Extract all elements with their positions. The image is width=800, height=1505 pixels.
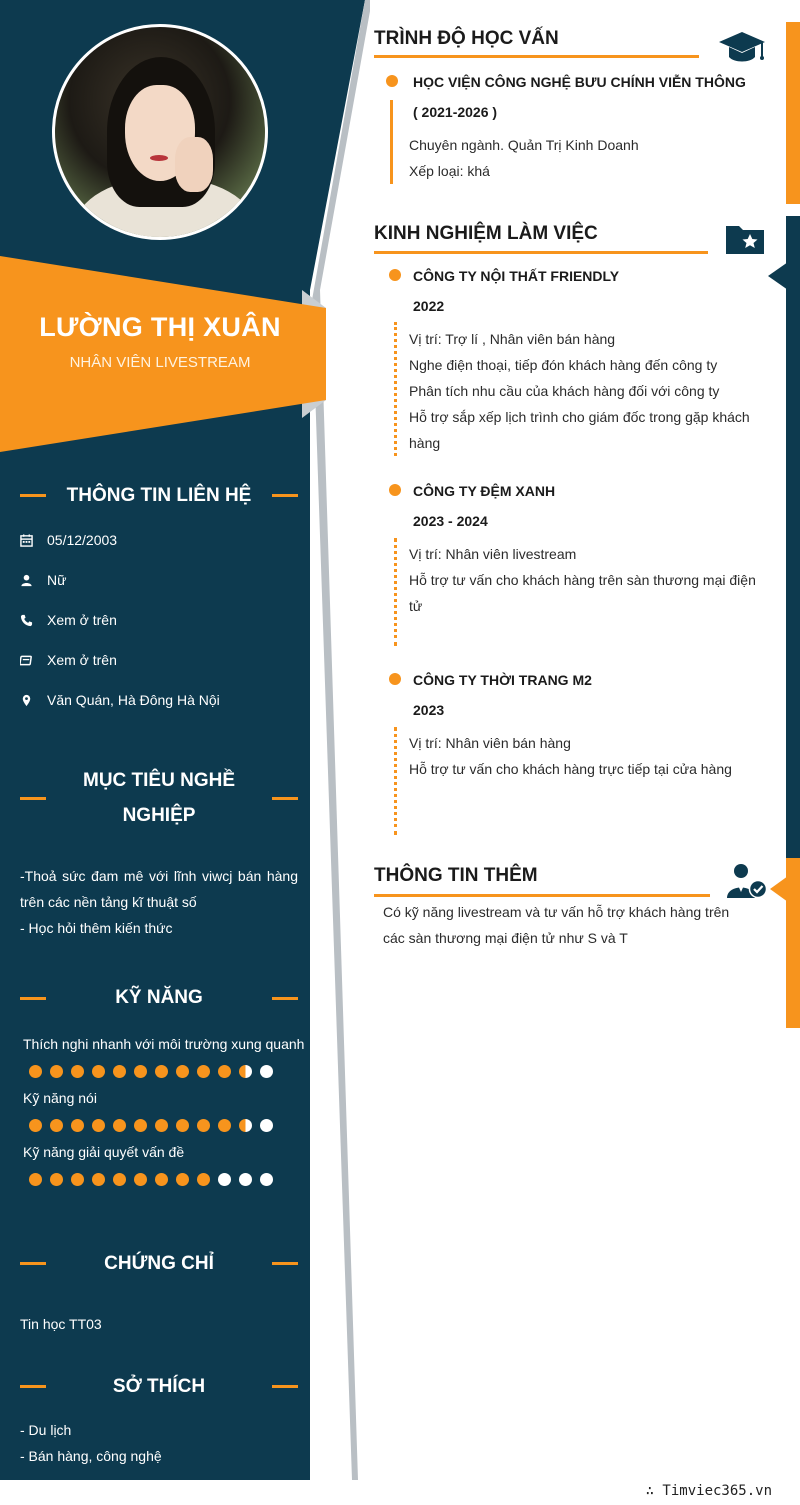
rating-dot	[71, 1173, 84, 1186]
rating-dot	[260, 1065, 273, 1078]
user-check-icon	[724, 862, 768, 900]
job-detail: Hỗ trợ sắp xếp lịch trình cho giám đốc trong gặp khách hàng	[409, 409, 750, 451]
job-detail: Nghe điện thoại, tiếp đón khách hàng đến công ty	[409, 357, 718, 373]
contact-value: Nữ	[47, 572, 67, 588]
contact-value: 05/12/2003	[47, 532, 118, 548]
rating-dot	[239, 1173, 252, 1186]
edge-bar	[786, 858, 800, 1028]
rating-dot	[29, 1173, 42, 1186]
skill-label: Kỹ năng nói	[23, 1090, 97, 1106]
user-icon	[20, 574, 47, 587]
rating-dot	[239, 1065, 252, 1078]
rating-dot	[113, 1119, 126, 1132]
education-years: ( 2021-2026 )	[413, 104, 498, 120]
bullet-dot	[386, 75, 398, 87]
timeline-dots	[394, 538, 397, 646]
objective-title-line2: NGHIỆP	[122, 805, 196, 826]
rating-dot	[218, 1065, 231, 1078]
job-company: CÔNG TY THỜI TRANG M2	[413, 672, 592, 688]
bullet-dot	[389, 269, 401, 281]
contact-value: Xem ở trên	[47, 612, 117, 628]
hobbies-title: SỞ THÍCH	[112, 1376, 206, 1397]
job-detail: Phân tích nhu cầu của khách hàng đối với công ty	[409, 383, 720, 399]
rating-dot	[176, 1173, 189, 1186]
rating-dot	[218, 1119, 231, 1132]
avatar	[52, 24, 268, 240]
contact-email	[20, 650, 117, 670]
hobby-item: - Du lịch	[20, 1422, 72, 1438]
objective-text	[20, 863, 298, 941]
folder-star-icon	[724, 222, 766, 256]
contact-phone	[20, 610, 117, 630]
job-detail: Vị trí: Trợ lí , Nhân viên bán hàng	[409, 331, 616, 347]
profile-role: NHÂN VIÊN LIVESTREAM	[69, 354, 251, 371]
rating-dot	[134, 1065, 147, 1078]
timeline-bar	[390, 100, 393, 184]
rating-dot	[29, 1065, 42, 1078]
skill-label: Kỹ năng giải quyết vấn đề	[23, 1144, 185, 1160]
rating-dot	[134, 1119, 147, 1132]
calendar-icon	[20, 534, 47, 547]
rating-dot	[92, 1173, 105, 1186]
rating-dot	[239, 1119, 252, 1132]
timeline-dots	[394, 727, 397, 835]
contact-value: Văn Quán, Hà Đông Hà Nội	[47, 692, 220, 708]
skill-rating	[29, 1173, 273, 1186]
rating-dot	[29, 1119, 42, 1132]
education-title: TRÌNH ĐỘ HỌC VẤN	[374, 28, 559, 49]
education-grade: Xếp loại: khá	[409, 163, 490, 179]
heading-underline	[374, 251, 708, 254]
rating-dot	[113, 1173, 126, 1186]
education-school: HỌC VIỆN CÔNG NGHỆ BƯU CHÍNH VIỄN THÔNG	[413, 74, 746, 90]
rating-dot	[71, 1065, 84, 1078]
experience-title: KINH NGHIỆM LÀM VIỆC	[374, 223, 598, 244]
contact-dob	[20, 530, 117, 550]
skill-label: Thích nghi nhanh với môi trường xung quanh	[23, 1036, 305, 1052]
job-year: 2023	[413, 702, 445, 718]
objective-title-line1: MỤC TIÊU NGHỀ	[83, 770, 235, 791]
rating-dot	[197, 1119, 210, 1132]
job-detail: Hỗ trợ tư vấn cho khách hàng trực tiếp tại cửa hàng	[409, 761, 732, 777]
objective-title	[20, 763, 298, 833]
rating-dot	[260, 1173, 273, 1186]
rating-dot	[113, 1065, 126, 1078]
rating-dot	[134, 1173, 147, 1186]
education-major: Chuyên ngành. Quản Trị Kinh Doanh	[409, 137, 639, 153]
contact-value: Xem ở trên	[47, 652, 117, 668]
rating-dot	[197, 1065, 210, 1078]
phone-icon	[20, 614, 47, 627]
job-detail: Hỗ trợ tư vấn cho khách hàng trên sàn thương mại điện tử	[409, 572, 756, 614]
hobby-item: - Bán hàng, công nghệ	[20, 1448, 162, 1464]
rating-dot	[155, 1065, 168, 1078]
rating-dot	[92, 1065, 105, 1078]
timeline-dots	[394, 322, 397, 456]
skill-rating	[29, 1119, 273, 1132]
brand-watermark: ∴ Timviec365.vn	[645, 1483, 772, 1499]
job-detail: Vị trí: Nhân viên livestream	[409, 546, 577, 562]
job-year: 2023 - 2024	[413, 513, 488, 529]
rating-dot	[155, 1173, 168, 1186]
rating-dot	[260, 1119, 273, 1132]
skills-title: KỸ NĂNG	[115, 987, 203, 1008]
graduation-cap-icon	[718, 30, 766, 66]
objective-line: - Học hỏi thêm kiến thức	[20, 920, 173, 936]
rating-dot	[50, 1173, 63, 1186]
skill-rating	[29, 1065, 273, 1078]
email-icon	[20, 654, 47, 667]
edge-arrow	[770, 876, 788, 902]
rating-dot	[92, 1119, 105, 1132]
job-year: 2022	[413, 298, 445, 314]
rating-dot	[176, 1119, 189, 1132]
rating-dot	[155, 1119, 168, 1132]
contact-title: THÔNG TIN LIÊN HỆ	[66, 485, 252, 506]
extra-title: THÔNG TIN THÊM	[374, 865, 538, 886]
hobbies-list	[20, 1417, 298, 1469]
rating-dot	[71, 1119, 84, 1132]
extra-text: Có kỹ năng livestream và tư vấn hỗ trợ khách hàng trên các sàn thương mại điện tử như S và T	[383, 904, 730, 946]
rating-dot	[218, 1173, 231, 1186]
edge-bar	[786, 216, 800, 858]
rating-dot	[197, 1173, 210, 1186]
heading-underline	[374, 894, 710, 897]
edge-bar	[786, 22, 800, 204]
certificates-title: CHỨNG CHỈ	[104, 1253, 214, 1274]
rating-dot	[50, 1065, 63, 1078]
edge-arrow	[768, 262, 788, 290]
rating-dot	[50, 1119, 63, 1132]
rating-dot	[176, 1065, 189, 1078]
contact-address	[20, 690, 220, 710]
job-company: CÔNG TY NỘI THẤT FRIENDLY	[413, 268, 620, 284]
bullet-dot	[389, 484, 401, 496]
objective-line: -Thoả sức đam mê với lĩnh viwcj bán hàng trên các nền tảng kĩ thuật số	[20, 868, 298, 910]
location-icon	[20, 694, 47, 707]
job-detail: Vị trí: Nhân viên bán hàng	[409, 735, 571, 751]
heading-underline	[374, 55, 699, 58]
job-company: CÔNG TY ĐỆM XANH	[413, 483, 556, 499]
bullet-dot	[389, 673, 401, 685]
profile-name: LƯỜNG THỊ XUÂN	[39, 312, 281, 342]
contact-gender	[20, 570, 66, 590]
certificate-item: Tin học TT03	[20, 1316, 102, 1332]
